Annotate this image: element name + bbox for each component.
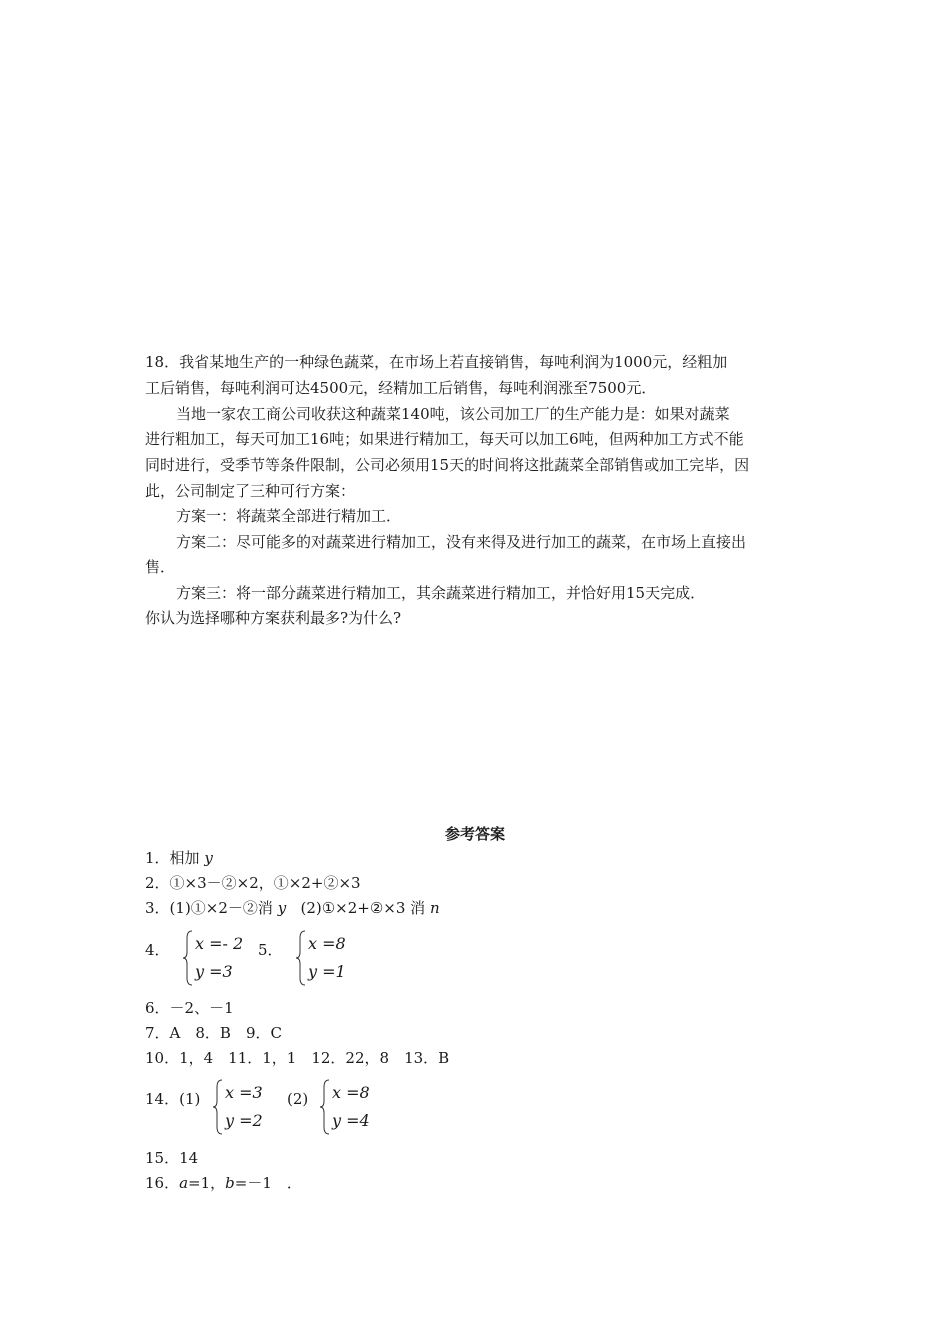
answers-title: 参考答案 xyxy=(444,825,505,843)
answer-4-eq2: y =3 xyxy=(195,962,233,981)
answer-5-eq2: y =1 xyxy=(308,962,346,981)
brace-icon xyxy=(320,1079,330,1135)
answer-14-1-eq1: x =3 xyxy=(225,1083,263,1102)
answer-14-label: 14．(1) xyxy=(145,1090,201,1108)
problem-question: 你认为选择哪种方案获利最多?为什么? xyxy=(145,609,402,627)
plan-three: 方案三：将一部分蔬菜进行精加工，其余蔬菜进行精加工，并恰好用15天完成． xyxy=(176,584,706,602)
brace-icon xyxy=(183,930,193,986)
answer-3: 3．(1)①×2－②消 y (2)①×2+②×3 消 n xyxy=(145,899,440,917)
answer-5-label: 5． xyxy=(258,941,283,959)
answer-14-2-eq2: y =4 xyxy=(332,1111,370,1130)
brace-icon xyxy=(213,1079,223,1135)
problem-line-1: 18．我省某地生产的一种绿色蔬菜，在市场上若直接销售，每吨利润为1000元，经粗加 xyxy=(145,353,728,371)
answer-7-9: 7．A 8．B 9．C xyxy=(145,1024,282,1042)
answer-6: 6．－2、－1 xyxy=(145,999,234,1017)
answer-14-system-1 xyxy=(213,1079,283,1135)
answer-4-label: 4． xyxy=(145,941,170,959)
answer-5-eq1: x =8 xyxy=(308,934,346,953)
plan-one: 方案一：将蔬菜全部进行精加工． xyxy=(176,507,402,525)
answer-4-eq1: x =- 2 xyxy=(195,934,244,953)
problem-line-6: 此，公司制定了三种可行方案： xyxy=(145,482,356,500)
answer-5-system xyxy=(296,930,366,986)
answer-14-label-2: (2) xyxy=(287,1090,309,1108)
brace-icon xyxy=(296,930,306,986)
answer-4-system xyxy=(183,930,263,986)
plan-two-cont: 售． xyxy=(145,558,176,576)
answer-2: 2．①×3－②×2，①×2+②×3 xyxy=(145,874,361,892)
problem-line-2: 工后销售，每吨利润可达4500元，经精加工后销售，每吨利润涨至7500元． xyxy=(145,379,657,397)
problem-line-5: 同时进行，受季节等条件限制，公司必须用15天的时间将这批蔬菜全部销售或加工完毕，因 xyxy=(145,456,750,474)
problem-line-3: 当地一家农工商公司收获这种蔬菜140吨，该公司加工厂的生产能力是：如果对蔬菜 xyxy=(176,405,730,423)
plan-two: 方案二：尽可能多的对蔬菜进行精加工，没有来得及进行加工的蔬菜，在市场上直接出 xyxy=(176,533,747,551)
answer-14-system-2 xyxy=(320,1079,390,1135)
answer-10-13: 10．1，4 11．1，1 12．22，8 13．B xyxy=(145,1049,450,1067)
answer-15: 15．14 xyxy=(145,1149,199,1167)
answer-14-2-eq1: x =8 xyxy=(332,1083,370,1102)
problem-line-4: 进行粗加工，每天可加工16吨；如果进行精加工，每天可以加工6吨，但两种加工方式不能 xyxy=(145,430,744,448)
answer-14-1-eq2: y =2 xyxy=(225,1111,263,1130)
answer-1: 1．相加 y xyxy=(145,849,213,867)
answer-16: 16．a=1，b=－1 ． xyxy=(145,1174,302,1192)
